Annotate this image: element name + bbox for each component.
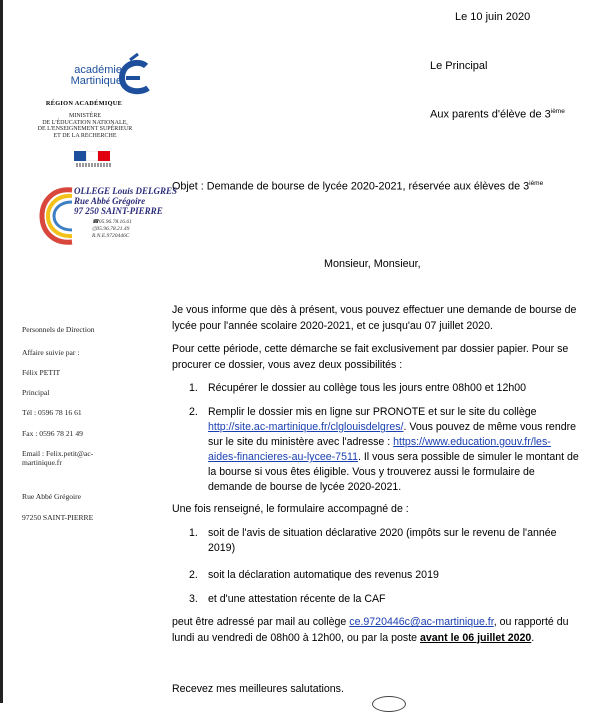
- list-item: 1. Récupérer le dossier au collège tous les jours entre 08h00 et 12h00: [189, 382, 527, 394]
- college-contact-block: ☎05.96.78.16.61 ⎙05.96.78.21.49 R.N.E.9720446C: [92, 219, 132, 239]
- college-email-link[interactable]: ce.9720446c@ac-martinique.fr: [349, 616, 494, 628]
- list-item: 1. soit de l'avis de situation déclarative 2020 (impôts sur le revenu de l'année 2019): [189, 527, 557, 554]
- paragraph-form: Une fois renseigné, le formulaire accompagné de :: [172, 503, 409, 515]
- flag-motto: [76, 163, 112, 167]
- college-name-block: OLLEGE Louis DELGRES Rue Abbé Grégoire 97 250 SAINT-PIERRE: [74, 186, 178, 216]
- deadline: avant le 06 juillet 2020: [419, 631, 532, 644]
- region-label: RÉGION ACADÉMIQUE: [45, 100, 123, 107]
- sidebar-role: Principal: [22, 388, 50, 397]
- ministry-site-link[interactable]: https://www.education.gouv.fr/les-aides-financieres-au-lycee-7511: [208, 436, 551, 463]
- college-site-link[interactable]: http://site.ac-martinique.fr/clglouisdelgres/: [208, 421, 404, 433]
- e-accent-logo-icon: [116, 52, 152, 98]
- academie-label: académie: [74, 64, 122, 76]
- list-item: 2. Remplir le dossier mis en ligne sur PRONOTE et sur le site du collège http://site.ac-martinique.fr/clglouisdelgres/. Vous pouvez de même vous rendre sur le site du ministère avec l'adresse : https://www.education.gouv.fr/les-aides-financieres-au-lycee-7511. Il vous sera possible de simuler le montant de la bourse si vous êtes éligible. Vous y trouverez aussi le formulaire de demande de bourse de lycée 2020-2021.: [189, 406, 579, 493]
- sidebar-address: Rue Abbé Grégoire: [22, 492, 82, 501]
- sidebar-fax: Fax : 0596 78 21 49: [22, 429, 83, 438]
- french-flag-icon: [74, 151, 110, 161]
- paragraph-procedure: Pour cette période, cette démarche se fait exclusivement par dossier papier. Pour se procurer ce dossier, vous avez deux possibilités :: [172, 343, 569, 371]
- recipient: Aux parents d'élève de 3ième: [430, 108, 565, 121]
- list-item: 3. et d'une attestation récente de la CAF: [189, 593, 386, 605]
- sidebar-email: Email : Felix.petit@ac-: [22, 449, 94, 458]
- academie-logo: [40, 52, 170, 122]
- letter-date: Le 10 juin 2020: [455, 11, 531, 23]
- sidebar-name: Félix PETIT: [22, 368, 61, 377]
- paragraph-intro: Je vous informe que dès à présent, vous pouvez effectuer une demande de bourse de lycée pour l'année scolaire 2020-2021, et ce jusqu'au 07 juillet 2020.: [172, 304, 577, 332]
- ministere-block: MINISTÈRE DE L'ÉDUCATION NATIONALE, DE L'ENSEIGNEMENT SUPÉRIEUR ET DE LA RECHERCHE: [37, 113, 133, 139]
- closing-line: Recevez mes meilleures salutations.: [172, 683, 344, 695]
- martinique-label: Martinique: [70, 75, 122, 87]
- sender-title: Le Principal: [430, 60, 488, 72]
- sidebar-city: 97250 SAINT-PIERRE: [22, 513, 94, 522]
- sidebar-tel: Tél : 0596 78 16 61: [22, 408, 82, 417]
- sidebar-email-domain: martinique.fr: [22, 458, 62, 467]
- list-item: 2. soit la déclaration automatique des revenus 2019: [189, 569, 439, 581]
- signature-stamp: [372, 696, 406, 712]
- salutation: Monsieur, Monsieur,: [324, 258, 421, 270]
- paragraph-submission: peut être adressé par mail au collège ce.9720446c@ac-martinique.fr, ou rapporté du lundi au vendredi de 08h00 à 12h00, ou par la poste avant le 06 juillet 2020.: [172, 616, 569, 644]
- phone-icon: ☎: [92, 219, 99, 225]
- page-border: [0, 0, 3, 703]
- fax-icon: ⎙: [92, 226, 97, 232]
- sidebar-direction: Personnels de Direction: [22, 325, 95, 334]
- letter-subject: Objet : Demande de bourse de lycée 2020-2021, réservée aux élèves de 3ième: [172, 180, 544, 193]
- sidebar-affaire: Affaire suivie par :: [22, 348, 80, 357]
